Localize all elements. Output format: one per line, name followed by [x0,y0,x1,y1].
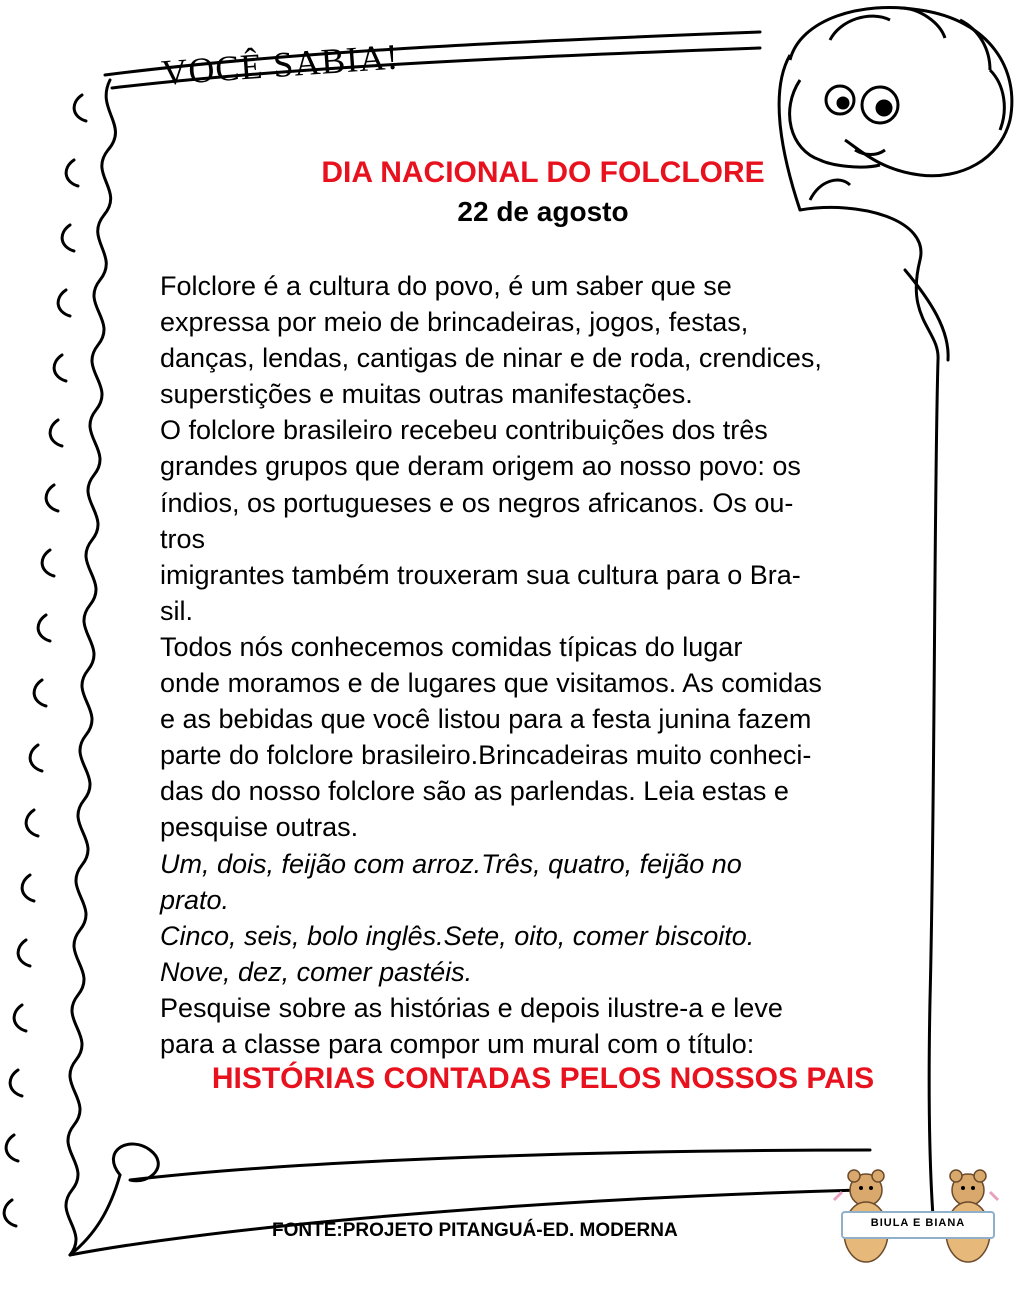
body-line: tros [160,523,206,554]
teddy-bears-logo [828,1160,1008,1278]
page-heading: VOCÊ SABIA! [160,36,401,93]
document-date: 22 de agosto [457,196,629,227]
body-line: grandes grupos que deram origem ao nosso povo: os [160,451,801,482]
body-line: O folclore brasileiro recebeu contribuições dos três [160,415,768,446]
parlenda-line: Cinco, seis, bolo inglês.Sete, oito, comer biscoito. [160,920,755,951]
body-line: e as bebidas que você listou para a festa junina fazem [160,704,812,735]
logo-label: BIULA E BIANA [870,1217,966,1229]
body-line: índios, os portugueses e os negros africanos. Os ou- [160,487,794,518]
body-line: Folclore é a cultura do povo, é um saber que se [160,271,732,301]
body-line: Todos nós conhecemos comidas típicas do lugar [160,631,743,662]
body-line: para a classe para compor um mural com o título: [160,1028,755,1059]
mural-title: HISTÓRIAS CONTADAS PELOS NOSSOS PAIS [211,1062,875,1095]
body-line: danças, lendas, cantigas de ninar e de roda, crendices, [160,343,822,374]
body-line: sil. [160,595,193,626]
body-line: superstições e muitas outras manifestações. [160,379,693,410]
parlenda-line: Um, dois, feijão com arroz.Três, quatro, feijão no [160,848,742,879]
body-line: onde moramos e de lugares que visitamos. As comidas [160,668,822,699]
body-text [160,268,940,1062]
body-line: imigrantes também trouxeram sua cultura para o Bra- [160,559,801,590]
parlenda-line: prato. [160,884,230,915]
body-line: das do nosso folclore são as parlendas. Leia estas e [160,776,789,807]
body-line: pesquise outras. [160,812,359,843]
body-line: Pesquise sobre as histórias e depois ilustre-a e leve [160,992,783,1023]
parlenda-line: Nove, dez, comer pastéis. [160,956,473,987]
document-title: DIA NACIONAL DO FOLCLORE [321,156,765,189]
source-credit: FONTE:PROJETO PITANGUÁ-ED. MODERNA [272,1220,678,1241]
body-line: expressa por meio de brincadeiras, jogos, festas, [160,307,749,338]
body-line: parte do folclore brasileiro.Brincadeiras muito conheci- [160,740,812,771]
